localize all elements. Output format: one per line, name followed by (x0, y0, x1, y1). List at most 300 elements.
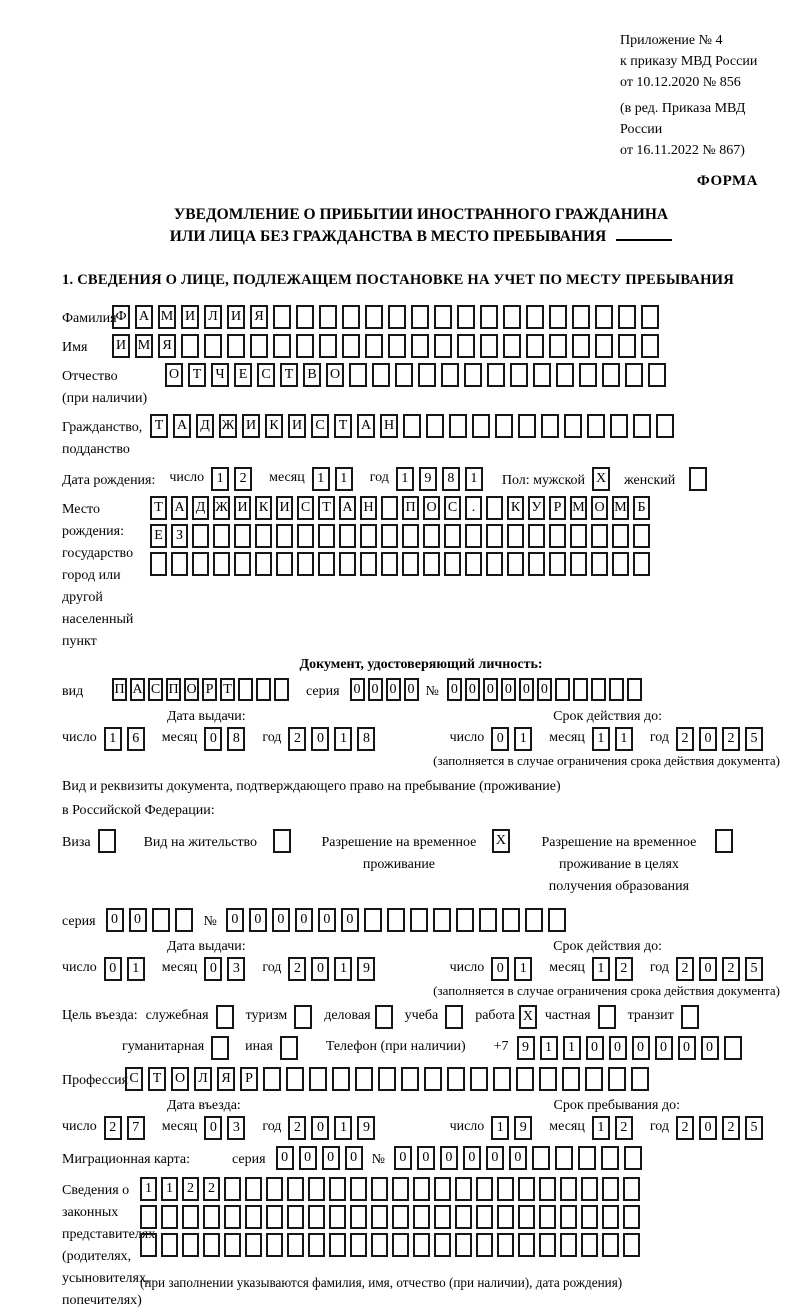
char-box (319, 305, 337, 329)
char-box: 0 (204, 957, 222, 981)
char-box: И (112, 334, 130, 358)
char-box (518, 414, 536, 438)
migration-number-boxes (394, 1146, 647, 1170)
char-box: С (311, 414, 329, 438)
char-box (434, 1177, 451, 1201)
char-box (486, 552, 503, 576)
char-box (591, 524, 608, 548)
option-label: Разрешение на временное проживание (321, 835, 477, 872)
identity-number-boxes (447, 678, 645, 701)
char-box: 0 (701, 1036, 719, 1060)
char-box (633, 524, 650, 548)
char-box: 0 (465, 678, 480, 701)
month-word: месяц (161, 730, 198, 745)
char-box: О (184, 678, 199, 701)
char-box (549, 305, 567, 329)
char-box: П (166, 678, 181, 701)
char-box: 1 (563, 1036, 581, 1060)
purpose-row2 (62, 1036, 780, 1060)
title-line2: ИЛИ ЛИЦА БЕЗ ГРАЖДАНСТВА В МЕСТО ПРЕБЫВАНИЯ (169, 228, 607, 245)
section1-heading: 1. СВЕДЕНИЯ О ЛИЦЕ, ПОДЛЕЖАЩЕМ ПОСТАНОВКЕ НА УЧЕТ ПО МЕСТУ ПРЕБЫВАНИЯ (62, 272, 734, 288)
char-box (497, 1205, 514, 1229)
char-box: Л (204, 305, 222, 329)
profession-label: Профессия (62, 1073, 129, 1088)
char-box: 0 (272, 908, 290, 932)
identity-issue-year-boxes (288, 727, 380, 751)
char-box (486, 496, 503, 520)
char-box (287, 1177, 304, 1201)
char-box: Т (148, 1067, 166, 1091)
char-box (608, 1067, 626, 1091)
char-box: 0 (699, 957, 717, 981)
char-box (476, 1233, 493, 1257)
representatives-note: (при заполнении указываются фамилия, имя, отчество (при наличии), дата рождения) (140, 1275, 623, 1290)
char-box: 2 (722, 1116, 740, 1140)
char-box (318, 552, 335, 576)
char-box: 0 (655, 1036, 673, 1060)
char-box: 2 (615, 957, 633, 981)
char-box: 1 (491, 1116, 509, 1140)
representatives-label-line: Сведения о (62, 1183, 130, 1198)
char-box (533, 363, 551, 387)
surname-boxes (112, 305, 664, 329)
char-box: А (357, 414, 375, 438)
purpose-row1 (62, 1005, 780, 1029)
char-box: Д (192, 496, 209, 520)
char-box (434, 1205, 451, 1229)
char-box: 2 (615, 1116, 633, 1140)
char-box: В (303, 363, 321, 387)
char-box (250, 334, 268, 358)
char-box (548, 908, 566, 932)
char-box: П (402, 496, 419, 520)
char-box (570, 524, 587, 548)
char-box: 2 (722, 727, 740, 751)
char-box (528, 524, 545, 548)
sex-male-checkbox: X (592, 467, 610, 491)
char-box: А (130, 678, 145, 701)
citizenship-row (62, 414, 780, 461)
char-box (339, 524, 356, 548)
identity-issue-day-boxes (104, 727, 150, 751)
char-box: 2 (182, 1177, 199, 1201)
char-box (329, 1233, 346, 1257)
char-box (309, 1067, 327, 1091)
char-box (447, 1067, 465, 1091)
patronymic-label (62, 363, 165, 410)
profession-row (62, 1067, 780, 1092)
char-box: Ж (213, 496, 230, 520)
entry-date-headings (62, 1098, 780, 1114)
char-box: 2 (203, 1177, 220, 1201)
char-box (434, 334, 452, 358)
purpose-label: Цель въезда: (62, 1008, 138, 1023)
representatives-label-line: законных (62, 1205, 119, 1220)
month-word: месяц (549, 1119, 585, 1134)
char-box (256, 678, 271, 701)
char-box: 0 (417, 1146, 435, 1170)
birthdate-group (169, 467, 499, 491)
char-box: 8 (357, 727, 375, 751)
char-box (342, 334, 360, 358)
entry-month-boxes (204, 1116, 250, 1140)
char-box (413, 1205, 430, 1229)
identity-expiry-day-boxes (491, 727, 537, 751)
char-box: 6 (127, 727, 145, 751)
sex-female-checkbox (689, 467, 707, 491)
char-box: 0 (491, 727, 509, 751)
residence-expiry-note: (заполняется в случае ограничения срока действия документа) (433, 983, 780, 998)
char-box (455, 1205, 472, 1229)
residence-expiry-heading: Срок действия до: (553, 939, 662, 954)
day-word: число (449, 960, 485, 975)
char-box (455, 1177, 472, 1201)
char-box (562, 1067, 580, 1091)
purpose-private-checkbox (598, 1005, 616, 1029)
char-box: А (339, 496, 356, 520)
char-box (625, 363, 643, 387)
char-box (140, 1205, 157, 1229)
char-box: М (570, 496, 587, 520)
char-box (441, 363, 459, 387)
char-box (465, 524, 482, 548)
char-box: С (297, 496, 314, 520)
char-box: 0 (322, 1146, 340, 1170)
char-box (480, 334, 498, 358)
residence-issue-day-boxes (104, 957, 150, 981)
char-box (570, 552, 587, 576)
char-box: З (171, 524, 188, 548)
char-box: 0 (491, 957, 509, 981)
residence-intro-line2: в Российской Федерации: (62, 803, 215, 818)
char-box: 1 (104, 727, 122, 751)
char-box (342, 305, 360, 329)
reference-line: от 10.12.2020 № 856 (620, 75, 741, 90)
char-box (560, 1233, 577, 1257)
char-box (161, 1205, 178, 1229)
purpose-official-label: служебная (145, 1008, 209, 1023)
char-box (308, 1205, 325, 1229)
entry-year-boxes (288, 1116, 380, 1140)
char-box (624, 1146, 642, 1170)
entry-date-row (62, 1116, 780, 1140)
birthplace-label-line: Место рождения: (62, 502, 124, 539)
identity-series-boxes (350, 678, 422, 701)
char-box: К (507, 496, 524, 520)
citizenship-label-line: подданство (62, 442, 130, 457)
purpose-transit-checkbox (681, 1005, 699, 1029)
char-box (355, 1067, 373, 1091)
char-box (572, 334, 590, 358)
char-box: 9 (517, 1036, 535, 1060)
char-box (266, 1233, 283, 1257)
char-box (392, 1233, 409, 1257)
char-box: 2 (104, 1116, 122, 1140)
char-box: Р (240, 1067, 258, 1091)
char-box (245, 1177, 262, 1201)
identity-kind-row (62, 678, 780, 703)
char-box: 0 (501, 678, 516, 701)
char-box (579, 363, 597, 387)
char-box: А (173, 414, 191, 438)
residence-series-label: серия (62, 914, 96, 929)
char-box (388, 334, 406, 358)
char-box (360, 552, 377, 576)
char-box: 1 (540, 1036, 558, 1060)
char-box: С (125, 1067, 143, 1091)
char-box (255, 524, 272, 548)
residence-intro-line1: Вид и реквизиты документа, подтверждающего право на пребывание (проживание) (62, 779, 561, 794)
char-box: А (171, 496, 188, 520)
char-box (401, 1067, 419, 1091)
char-box (411, 334, 429, 358)
char-box (581, 1205, 598, 1229)
char-box: 1 (335, 467, 353, 491)
char-box: 1 (161, 1177, 178, 1201)
char-box: 0 (509, 1146, 527, 1170)
migration-card-label: Миграционная карта: (62, 1152, 191, 1167)
char-box (516, 1067, 534, 1091)
residence-issue-heading: Дата выдачи: (167, 939, 246, 954)
representatives-label-line: представителях (62, 1227, 156, 1242)
char-box (602, 1177, 619, 1201)
purpose-business-checkbox (375, 1005, 393, 1029)
residence-issue-month-boxes (204, 957, 250, 981)
identity-series-label: серия (306, 684, 340, 699)
char-box: 1 (615, 727, 633, 751)
option-label: Виза (62, 835, 91, 850)
char-box: 0 (463, 1146, 481, 1170)
phone-prefix: +7 (493, 1039, 509, 1054)
char-box (595, 334, 613, 358)
char-box (541, 414, 559, 438)
char-box (339, 552, 356, 576)
char-box: 1 (334, 957, 352, 981)
representatives-label (62, 1177, 156, 1312)
purpose-private-label: частная (544, 1008, 591, 1023)
char-box: И (181, 305, 199, 329)
char-box (497, 1233, 514, 1257)
char-box: Т (280, 363, 298, 387)
char-box: 0 (295, 908, 313, 932)
citizenship-label (62, 414, 150, 461)
month-word: месяц (161, 1119, 198, 1134)
char-box: 1 (312, 467, 330, 491)
char-box (224, 1233, 241, 1257)
char-box (392, 1177, 409, 1201)
char-box: Р (202, 678, 217, 701)
char-box (502, 908, 520, 932)
char-box (456, 908, 474, 932)
patronymic-label-line: Отчество (62, 369, 118, 384)
char-box (609, 678, 624, 701)
char-box (395, 363, 413, 387)
entry-day-boxes (104, 1116, 150, 1140)
char-box: 0 (204, 1116, 222, 1140)
char-box (455, 1233, 472, 1257)
amendment-line: от 16.11.2022 № 867) (620, 143, 745, 158)
char-box: 0 (632, 1036, 650, 1060)
char-box: Я (250, 305, 268, 329)
char-box: Б (633, 496, 650, 520)
document-title (62, 204, 780, 248)
char-box: 2 (234, 467, 252, 491)
citizenship-boxes (150, 414, 679, 438)
birthplace-row (62, 496, 780, 653)
char-box (618, 334, 636, 358)
char-box (426, 414, 444, 438)
stay-month-boxes (592, 1116, 638, 1140)
residence-number-label: № (203, 914, 217, 929)
char-box (549, 524, 566, 548)
char-box (423, 552, 440, 576)
char-box (591, 678, 606, 701)
char-box: Ж (219, 414, 237, 438)
residence-date-headings (62, 939, 780, 955)
year-word: год (262, 960, 282, 975)
patronymic-row (62, 363, 780, 410)
day-word: число (62, 730, 97, 745)
char-box: М (135, 334, 153, 358)
char-box: О (423, 496, 440, 520)
char-box: 0 (519, 678, 534, 701)
purpose-work-label: работа (475, 1008, 515, 1023)
char-box (364, 908, 382, 932)
char-box (518, 1177, 535, 1201)
char-box (476, 1177, 493, 1201)
residence-series-row (62, 908, 780, 933)
char-box (479, 908, 497, 932)
char-box (350, 1177, 367, 1201)
char-box: 0 (350, 678, 365, 701)
char-box (402, 552, 419, 576)
char-box (227, 334, 245, 358)
purpose-humanitarian-checkbox (211, 1036, 229, 1060)
identity-expiry-date (450, 727, 780, 751)
migration-number-label: № (371, 1152, 385, 1167)
char-box (656, 414, 674, 438)
char-box: 1 (514, 727, 532, 751)
char-box (539, 1233, 556, 1257)
representatives-boxes-row3 (140, 1233, 644, 1257)
char-box: У (528, 496, 545, 520)
year-word: год (649, 1119, 669, 1134)
year-word: год (262, 730, 282, 745)
char-box (308, 1177, 325, 1201)
char-box (555, 1146, 573, 1170)
given-name-row (62, 334, 780, 359)
char-box (296, 334, 314, 358)
char-box: 1 (592, 727, 610, 751)
char-box (350, 1205, 367, 1229)
char-box (623, 1233, 640, 1257)
char-box (381, 524, 398, 548)
residence-expiry-month-boxes (592, 957, 638, 981)
citizenship-label-line: Гражданство, (62, 420, 143, 435)
birthplace-boxes-row1 (150, 496, 654, 520)
char-box (332, 1067, 350, 1091)
char-box: 0 (226, 908, 244, 932)
char-box: 3 (227, 1116, 245, 1140)
char-box (418, 363, 436, 387)
phone-boxes (517, 1036, 747, 1060)
char-box (578, 1146, 596, 1170)
char-box: 1 (334, 727, 352, 751)
char-box (539, 1205, 556, 1229)
identity-number-label: № (425, 684, 439, 699)
purpose-study-label: учеба (404, 1008, 439, 1023)
char-box: М (612, 496, 629, 520)
char-box: 9 (514, 1116, 532, 1140)
char-box (480, 305, 498, 329)
header-reference (620, 30, 780, 161)
char-box (510, 363, 528, 387)
identity-kind-label: вид (62, 684, 84, 699)
char-box (618, 305, 636, 329)
char-box: . (465, 496, 482, 520)
identity-expiry-year-boxes (676, 727, 768, 751)
purpose-business-label: деловая (324, 1008, 371, 1023)
char-box (444, 552, 461, 576)
char-box: О (165, 363, 183, 387)
char-box (140, 1233, 157, 1257)
surname-row (62, 305, 780, 330)
char-box: 0 (106, 908, 124, 932)
char-box (371, 1177, 388, 1201)
purpose-tourism-label: туризм (245, 1008, 288, 1023)
char-box (423, 524, 440, 548)
char-box: И (227, 305, 245, 329)
char-box: 0 (386, 678, 401, 701)
char-box: 1 (465, 467, 483, 491)
char-box: 2 (288, 1116, 306, 1140)
char-box (503, 334, 521, 358)
char-box (287, 1205, 304, 1229)
char-box (572, 305, 590, 329)
char-box: 1 (396, 467, 414, 491)
char-box (472, 414, 490, 438)
purpose-study-checkbox (445, 1005, 463, 1029)
char-box: О (326, 363, 344, 387)
char-box (388, 305, 406, 329)
char-box (457, 334, 475, 358)
char-box (476, 1205, 493, 1229)
identity-issue-date (62, 727, 392, 751)
char-box (602, 363, 620, 387)
char-box: 0 (678, 1036, 696, 1060)
representatives-label-line: усыновителях, (62, 1271, 150, 1286)
char-box (601, 1146, 619, 1170)
char-box (627, 678, 642, 701)
day-word: число (449, 1119, 485, 1134)
char-box (595, 305, 613, 329)
migration-series-label: серия (232, 1152, 266, 1167)
char-box (224, 1177, 241, 1201)
char-box (378, 1067, 396, 1091)
char-box: 0 (394, 1146, 412, 1170)
identity-kind-boxes (112, 678, 292, 701)
char-box (171, 552, 188, 576)
char-box: 0 (204, 727, 222, 751)
surname-label: Фамилия (62, 311, 117, 326)
char-box (175, 908, 193, 932)
char-box (464, 363, 482, 387)
char-box (413, 1233, 430, 1257)
char-box (213, 552, 230, 576)
day-word: число (62, 1119, 97, 1134)
char-box: 1 (127, 957, 145, 981)
birthplace-label (62, 496, 150, 653)
